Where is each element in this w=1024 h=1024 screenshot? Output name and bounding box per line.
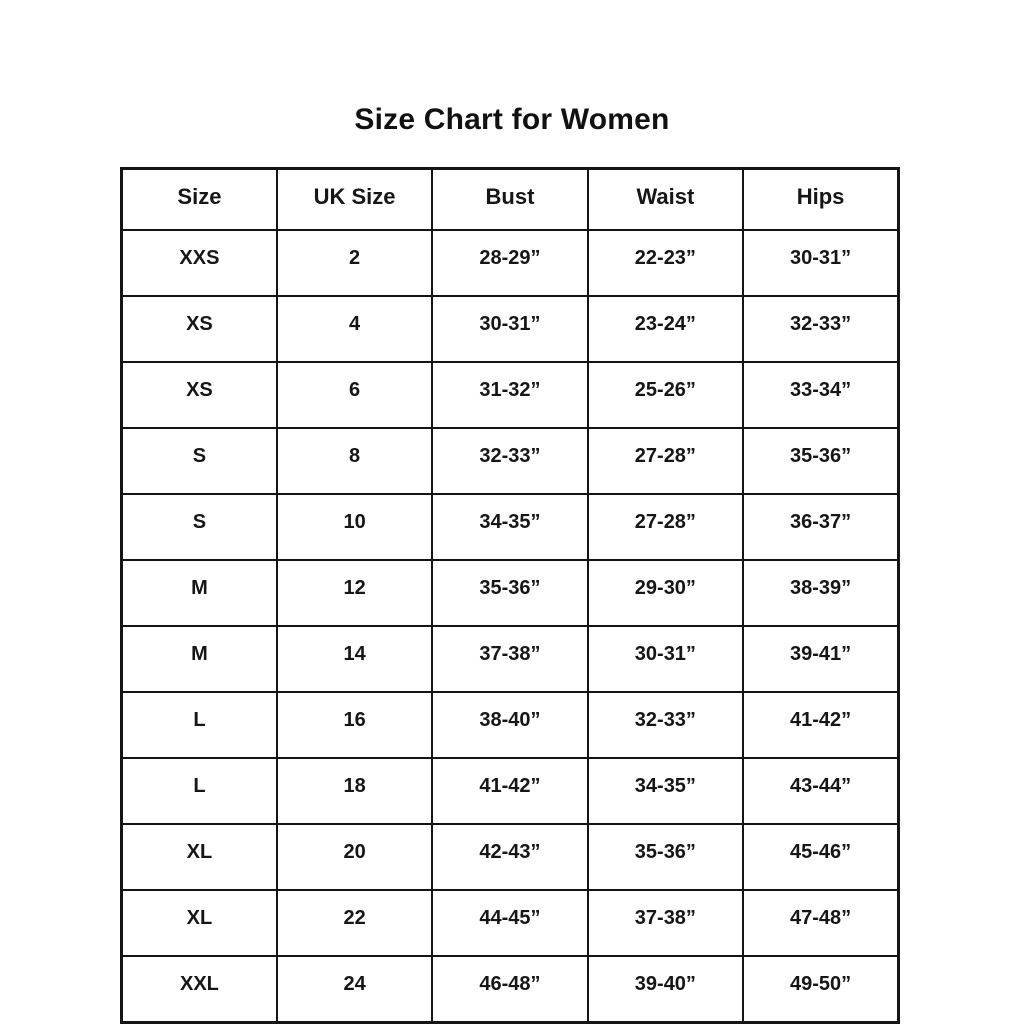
header-bust: Bust <box>432 169 587 231</box>
cell-uk-size: 16 <box>277 692 432 758</box>
cell-uk-size: 10 <box>277 494 432 560</box>
cell-size: M <box>122 560 277 626</box>
cell-uk-size: 20 <box>277 824 432 890</box>
cell-bust: 30-31” <box>432 296 587 362</box>
cell-hips: 39-41” <box>743 626 898 692</box>
cell-size: S <box>122 428 277 494</box>
cell-waist: 30-31” <box>588 626 743 692</box>
cell-uk-size: 12 <box>277 560 432 626</box>
cell-waist: 27-28” <box>588 428 743 494</box>
cell-size: XS <box>122 296 277 362</box>
table-row <box>122 230 899 296</box>
cell-waist: 39-40” <box>588 956 743 1023</box>
cell-bust: 34-35” <box>432 494 587 560</box>
cell-bust: 31-32” <box>432 362 587 428</box>
cell-hips: 41-42” <box>743 692 898 758</box>
cell-size: XXS <box>122 230 277 296</box>
cell-size: M <box>122 626 277 692</box>
cell-waist: 22-23” <box>588 230 743 296</box>
cell-waist: 27-28” <box>588 494 743 560</box>
header-waist: Waist <box>588 169 743 231</box>
table-row <box>122 692 899 758</box>
cell-waist: 23-24” <box>588 296 743 362</box>
cell-hips: 30-31” <box>743 230 898 296</box>
cell-bust: 35-36” <box>432 560 587 626</box>
size-chart-table <box>120 167 900 1024</box>
header-size: Size <box>122 169 277 231</box>
cell-uk-size: 14 <box>277 626 432 692</box>
cell-uk-size: 18 <box>277 758 432 824</box>
cell-hips: 35-36” <box>743 428 898 494</box>
cell-bust: 42-43” <box>432 824 587 890</box>
cell-bust: 32-33” <box>432 428 587 494</box>
cell-hips: 38-39” <box>743 560 898 626</box>
table-row <box>122 956 899 1023</box>
table-row <box>122 824 899 890</box>
cell-hips: 33-34” <box>743 362 898 428</box>
cell-uk-size: 2 <box>277 230 432 296</box>
cell-size: XL <box>122 824 277 890</box>
table-row <box>122 362 899 428</box>
header-uk-size: UK Size <box>277 169 432 231</box>
table-header <box>122 169 899 231</box>
cell-size: S <box>122 494 277 560</box>
cell-bust: 44-45” <box>432 890 587 956</box>
cell-waist: 25-26” <box>588 362 743 428</box>
cell-uk-size: 6 <box>277 362 432 428</box>
cell-hips: 32-33” <box>743 296 898 362</box>
table-row <box>122 494 899 560</box>
cell-size: L <box>122 758 277 824</box>
cell-size: XL <box>122 890 277 956</box>
header-hips: Hips <box>743 169 898 231</box>
cell-waist: 29-30” <box>588 560 743 626</box>
cell-hips: 36-37” <box>743 494 898 560</box>
cell-waist: 34-35” <box>588 758 743 824</box>
cell-size: XS <box>122 362 277 428</box>
cell-uk-size: 4 <box>277 296 432 362</box>
cell-waist: 37-38” <box>588 890 743 956</box>
table-row <box>122 296 899 362</box>
cell-size: L <box>122 692 277 758</box>
cell-waist: 32-33” <box>588 692 743 758</box>
header-row <box>122 169 899 231</box>
table-row <box>122 758 899 824</box>
cell-hips: 45-46” <box>743 824 898 890</box>
table-body <box>122 230 899 1023</box>
cell-bust: 37-38” <box>432 626 587 692</box>
cell-bust: 46-48” <box>432 956 587 1023</box>
cell-bust: 28-29” <box>432 230 587 296</box>
table-row <box>122 428 899 494</box>
table-row <box>122 890 899 956</box>
cell-hips: 49-50” <box>743 956 898 1023</box>
page-title: Size Chart for Women <box>354 103 670 136</box>
cell-size: XXL <box>122 956 277 1023</box>
cell-waist: 35-36” <box>588 824 743 890</box>
cell-hips: 43-44” <box>743 758 898 824</box>
cell-uk-size: 24 <box>277 956 432 1023</box>
table-row <box>122 560 899 626</box>
cell-bust: 41-42” <box>432 758 587 824</box>
cell-uk-size: 8 <box>277 428 432 494</box>
cell-uk-size: 22 <box>277 890 432 956</box>
table-row <box>122 626 899 692</box>
cell-hips: 47-48” <box>743 890 898 956</box>
cell-bust: 38-40” <box>432 692 587 758</box>
